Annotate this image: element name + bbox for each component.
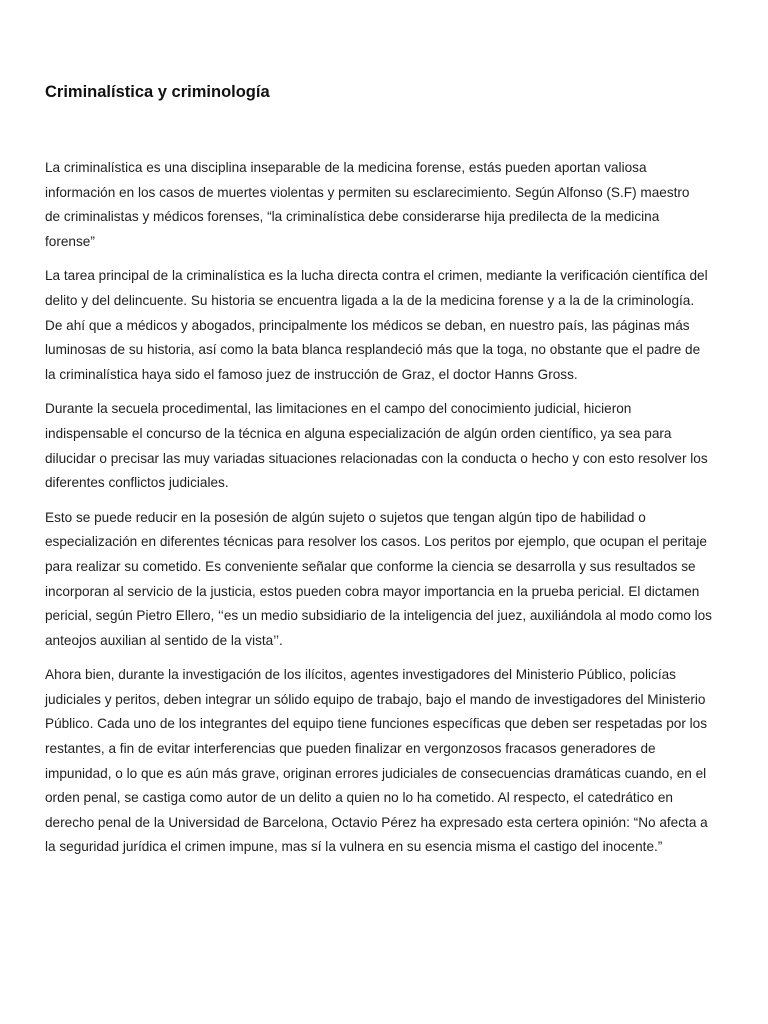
document-body <box>45 156 725 860</box>
text-line: derecho penal de la Universidad de Barcelona, Octavio Pérez ha expresado esta certera opinión: “No afecta a <box>45 814 708 830</box>
text-line: Público. Cada uno de los integrantes del equipo tiene funciones específicas que deben ser respetadas por los <box>45 716 708 732</box>
text-line: restantes, a fin de evitar interferencias que pueden finalizar en vergonzosos fracasos generadores de <box>45 741 656 757</box>
text-line: Ahora bien, durante la investigación de los ilícitos, agentes investigadores del Ministerio Público, policías <box>45 667 676 683</box>
text-line: anteojos auxilian al sentido de la vista’’. <box>45 632 283 648</box>
text-line: diferentes conflictos judiciales. <box>45 475 229 491</box>
paragraph <box>45 264 725 387</box>
text-line: judiciales y peritos, deben integrar un sólido equipo de trabajo, bajo el mando de investigadores del Ministerio <box>45 691 706 707</box>
text-line: la criminalística haya sido el famoso juez de instrucción de Graz, el doctor Hanns Gross. <box>45 366 578 382</box>
paragraph <box>45 506 725 654</box>
text-line: delito y del delincuente. Su historia se encuentra ligada a la de la medicina forense y a la de la criminología. <box>45 292 695 308</box>
document-page <box>45 81 725 870</box>
text-line: Esto se puede reducir en la posesión de algún sujeto o sujetos que tengan algún tipo de habilidad o <box>45 509 646 525</box>
text-line: información en los casos de muertes violentas y permiten su esclarecimiento. Según Alfonso (S.F) maestro <box>45 184 690 200</box>
paragraph <box>45 663 725 860</box>
text-line: La tarea principal de la criminalística es la lucha directa contra el crimen, mediante la verificación científica del <box>45 268 708 284</box>
text-line: para realizar su cometido. Es conveniente señalar que conforme la ciencia se desarrolla y sus resultados se <box>45 558 696 574</box>
text-line: impunidad, o lo que es aún más grave, originan errores judiciales de consecuencias dramáticas cuando, en el <box>45 765 707 781</box>
text-line: luminosas de su historia, así como la bata blanca resplandeció más que la toga, no obstante que el padre de <box>45 342 701 358</box>
text-line: La criminalística es una disciplina inseparable de la medicina forense, estás pueden aportan valiosa <box>45 160 647 175</box>
text-line: pericial, según Pietro Ellero, ‘‘es un medio subsidiario de la inteligencia del juez, auxiliándola al modo como los <box>45 608 712 624</box>
text-line: indispensable el concurso de la técnica en alguna especialización de algún orden científico, ya sea para <box>45 425 672 441</box>
paragraph <box>45 156 725 254</box>
text-line: la seguridad jurídica el crimen impune, mas sí la vulnera en su esencia misma el castigo del inocente.” <box>45 839 663 855</box>
text-line: dilucidar o precisar las muy variadas situaciones relacionadas con la conducta o hecho y con esto resolver los <box>45 450 708 466</box>
paragraph <box>45 397 725 495</box>
text-line: De ahí que a médicos y abogados, principalmente los médicos se deban, en nuestro país, las páginas más <box>45 317 690 333</box>
text-line: especialización en diferentes técnicas para resolver los casos. Los peritos por ejemplo, que ocupan el peritaje <box>45 534 707 550</box>
text-line: forense” <box>45 233 95 249</box>
text-line: Durante la secuela procedimental, las limitaciones en el campo del conocimiento judicial, hicieron <box>45 401 632 417</box>
document-title: Criminalística y criminología <box>45 83 270 101</box>
text-line: orden penal, se castiga como autor de un delito a quien no lo ha cometido. Al respecto, el catedrático en <box>45 790 673 806</box>
text-line: de criminalistas y médicos forenses, “la criminalística debe considerarse hija predilecta de la medicina <box>45 209 660 225</box>
text-line: incorporan al servicio de la justicia, estos pueden cobra mayor importancia en la prueba pericial. El dictamen <box>45 583 700 599</box>
